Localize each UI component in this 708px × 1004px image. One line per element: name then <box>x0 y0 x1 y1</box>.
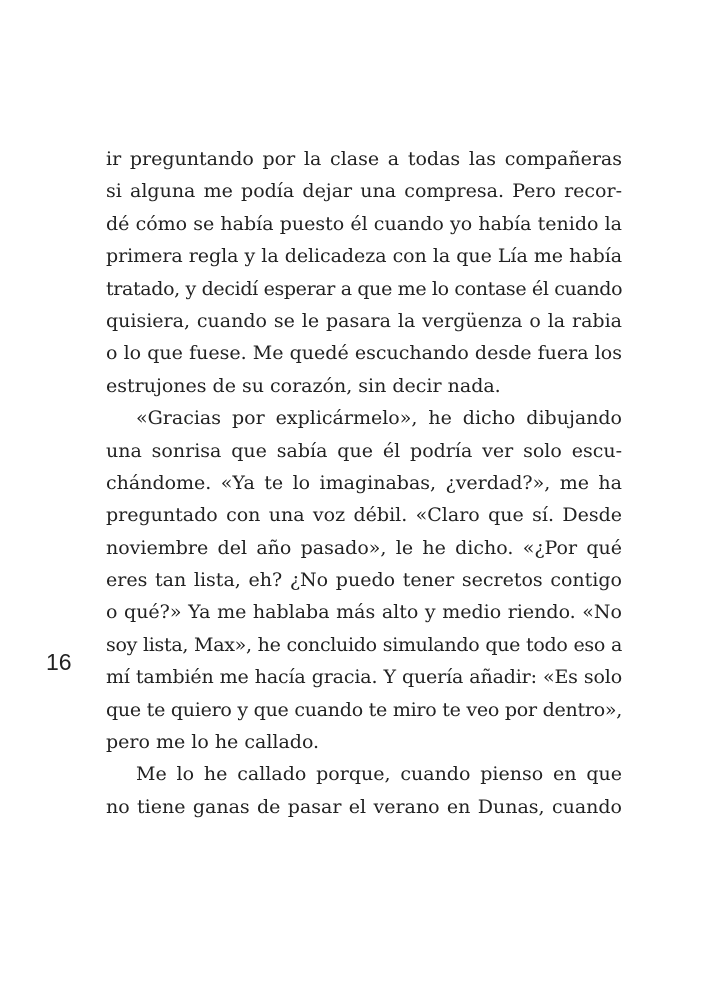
text-line: preguntado con una voz débil. «Claro que sí. Desde <box>106 504 622 527</box>
text-line: tratado, y decidí esperar a que me lo contase él cuando <box>106 277 623 300</box>
text-line: no tiene ganas de pasar el verano en Dunas, cuando <box>106 795 622 818</box>
text-line: primera regla y la delicadeza con la que Lía me había <box>106 245 622 268</box>
text-line: mí también me hacía gracia. Y quería añadir: «Es solo <box>106 666 622 689</box>
text-line: dé cómo se había puesto él cuando yo había tenido la <box>106 212 622 235</box>
text-line: o qué?» Ya me hablaba más alto y medio riendo. «No <box>106 601 622 624</box>
text-line: soy lista, Max», he concluido simulando que todo eso a <box>106 633 622 656</box>
text-line: o lo que fuese. Me quedé escuchando desde fuera los <box>106 342 622 365</box>
text-line: una sonrisa que sabía que él podría ver solo escu- <box>106 439 622 462</box>
text-line: estrujones de su corazón, sin decir nada. <box>106 374 501 397</box>
text-line: quisiera, cuando se le pasara la vergüenza o la rabia <box>106 309 622 332</box>
text-line: pero me lo he callado. <box>106 731 320 754</box>
text-line: chándome. «Ya te lo imaginabas, ¿verdad?», me ha <box>106 471 622 494</box>
text-line: eres tan lista, eh? ¿No puedo tener secretos contigo <box>106 569 622 592</box>
text-line: ir preguntando por la clase a todas las compañeras <box>106 148 622 170</box>
body-text <box>106 143 622 823</box>
text-line: si alguna me podía dejar una compresa. Pero recor- <box>106 180 622 203</box>
text-line: noviembre del año pasado», le he dicho. «¿Por qué <box>106 536 622 559</box>
text-line: que te quiero y que cuando te miro te veo por dentro», <box>106 698 623 721</box>
text-line: Me lo he callado porque, cuando pienso en que <box>136 763 622 786</box>
page-number: 16 <box>46 649 72 675</box>
text-line: «Gracias por explicármelo», he dicho dibujando <box>136 407 622 430</box>
